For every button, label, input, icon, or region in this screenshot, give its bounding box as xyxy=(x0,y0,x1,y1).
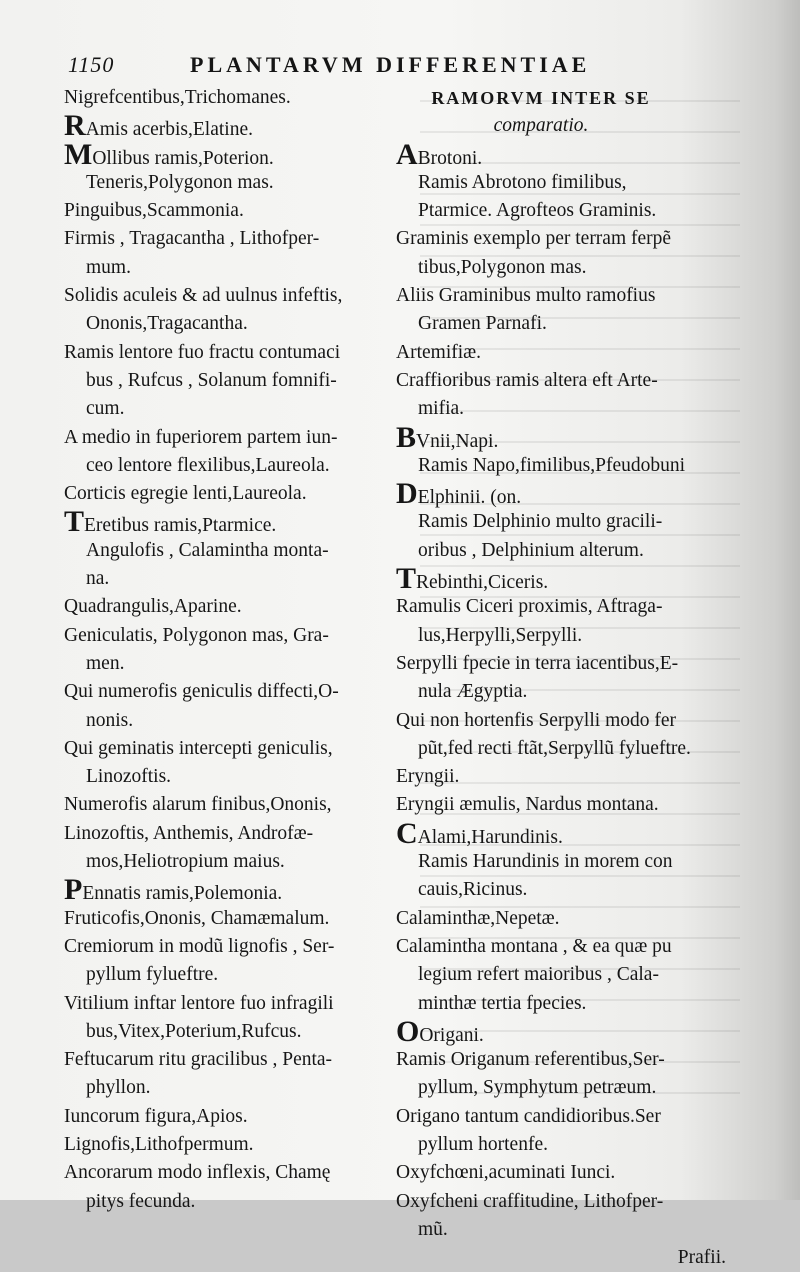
text-line xyxy=(396,562,726,596)
text-line xyxy=(64,593,394,621)
text-line xyxy=(64,1074,394,1102)
text-line xyxy=(396,707,726,735)
text-line xyxy=(396,477,726,511)
text-line xyxy=(64,197,394,225)
line-text: Calaminthæ,Nepetæ. xyxy=(396,907,560,929)
line-text: Craffioribus ramis altera eft Arte- xyxy=(396,369,658,391)
line-text: Linozoftis, Anthemis, Androfæ- xyxy=(64,822,314,844)
line-text: Nigrefcentibus,Trichomanes. xyxy=(64,87,291,108)
line-text: Ancorarum modo inflexis, Chamę xyxy=(64,1162,331,1184)
line-text: Solidis aculeis & ad uulnus infeftis, xyxy=(64,285,343,307)
line-text: men. xyxy=(86,652,125,674)
text-line xyxy=(396,1074,726,1102)
line-text: Ramis Abrotono fimilibus, xyxy=(418,171,627,193)
text-line xyxy=(396,816,726,850)
text-line xyxy=(64,282,394,310)
line-text: Firmis , Tragacantha , Lithofper- xyxy=(64,228,320,250)
right-column xyxy=(396,84,726,1272)
line-text: Artemifiæ. xyxy=(396,341,482,363)
text-line xyxy=(64,480,394,508)
line-text: mũ. xyxy=(418,1218,448,1240)
line-text: Calamintha montana , & ea quæ pu xyxy=(396,935,672,957)
text-line xyxy=(396,1046,726,1074)
drop-initial: P xyxy=(64,873,83,907)
line-text: Ramis Napo,fimilibus,Pfeudobuni xyxy=(418,454,686,476)
section-subheading: comparatio. xyxy=(493,115,589,137)
text-line xyxy=(64,678,394,706)
text-line xyxy=(64,109,394,143)
text-line xyxy=(396,1159,726,1187)
text-line xyxy=(64,933,394,961)
text-line xyxy=(64,763,394,791)
drop-initial: C xyxy=(396,816,418,850)
line-text: cauis,Ricinus. xyxy=(418,879,528,901)
text-line xyxy=(396,537,726,565)
text-line xyxy=(64,395,394,423)
line-text: Geniculatis, Polygonon mas, Gra- xyxy=(64,624,329,646)
line-text: mum. xyxy=(86,256,131,278)
line-text: cum. xyxy=(86,398,125,420)
line-text: Qui non hortenfis Serpylli modo fer xyxy=(396,709,676,731)
line-text: Vitilium inftar lentore fuo infragili xyxy=(64,992,334,1014)
text-line xyxy=(64,848,394,876)
text-line xyxy=(396,678,726,706)
text-line xyxy=(64,905,394,933)
text-line xyxy=(396,1014,726,1048)
line-text: Serpylli fpecie in terra iacentibus,E- xyxy=(396,652,679,674)
text-line xyxy=(64,990,394,1018)
text-line xyxy=(396,169,726,197)
line-text: Qui numerofis geniculis diffecti,O- xyxy=(64,681,339,703)
text-line xyxy=(396,395,726,423)
line-text: minthæ tertia fpecies. xyxy=(418,992,587,1014)
line-text: Origano tantum candidioribus.Ser xyxy=(396,1105,661,1127)
line-text: Oxyfchœni,acuminati Iunci. xyxy=(396,1162,616,1184)
right-column-lines xyxy=(396,137,726,1272)
line-text: phyllon. xyxy=(86,1077,151,1099)
text-line xyxy=(396,254,726,282)
line-text: Elphinii. (on. xyxy=(417,487,522,509)
line-text: Eretibus ramis,Ptarmice. xyxy=(84,515,277,537)
line-text: Gramen Parnafi. xyxy=(418,313,547,335)
text-line xyxy=(64,1046,394,1074)
text-line xyxy=(396,225,726,253)
text-line xyxy=(396,763,726,791)
text-line xyxy=(64,791,394,819)
text-line xyxy=(64,622,394,650)
text-line xyxy=(396,367,726,395)
text-line xyxy=(64,820,394,848)
text-line xyxy=(396,420,726,454)
text-line xyxy=(64,339,394,367)
line-text: Corticis egregie lenti,Laureola. xyxy=(64,483,307,505)
text-line xyxy=(396,961,726,989)
line-text: bus,Vitex,Poterium,Rufcus. xyxy=(86,1020,302,1042)
text-line xyxy=(64,565,394,593)
text-line xyxy=(64,650,394,678)
text-line xyxy=(396,1216,726,1244)
text-line xyxy=(64,254,394,282)
line-text: Ennatis ramis,Polemonia. xyxy=(82,883,283,905)
text-line xyxy=(64,707,394,735)
drop-initial: O xyxy=(396,1014,420,1048)
line-text: Quadrangulis,Aparine. xyxy=(64,596,242,618)
text-line xyxy=(396,650,726,678)
text-line xyxy=(64,1159,394,1187)
text-line xyxy=(396,876,726,904)
text-line xyxy=(396,282,726,310)
line-text: Rebinthi,Ciceris. xyxy=(416,572,549,594)
text-line xyxy=(396,1244,726,1272)
page-number: 1150 xyxy=(68,52,115,77)
line-text: pitys fecunda. xyxy=(86,1190,196,1212)
line-text: Ramis Delphinio multo gracili- xyxy=(418,511,663,533)
text-line xyxy=(64,537,394,565)
line-text: pyllum hortenfe. xyxy=(418,1133,548,1155)
text-line xyxy=(396,735,726,763)
line-text: legium refert maioribus , Cala- xyxy=(418,964,659,986)
line-text: A medio in fuperiorem partem iun- xyxy=(64,426,338,448)
text-line xyxy=(396,1188,726,1216)
line-text: oribus , Delphinium alterum. xyxy=(418,539,644,561)
text-line xyxy=(396,933,726,961)
text-line xyxy=(64,1103,394,1131)
text-line xyxy=(64,424,394,452)
line-text: Cremiorum in modũ lignofis , Ser- xyxy=(64,935,335,957)
line-text: Aliis Graminibus multo ramofius xyxy=(396,285,656,307)
text-line xyxy=(396,197,726,225)
section-heading: RAMORVM INTER SE xyxy=(431,88,651,108)
text-line xyxy=(64,225,394,253)
line-text: Angulofis , Calamintha monta- xyxy=(86,539,329,561)
text-line xyxy=(64,310,394,338)
drop-initial: M xyxy=(64,137,93,171)
line-text: Alami,Harundinis. xyxy=(417,826,563,848)
text-line xyxy=(396,137,726,171)
line-text: bus , Rufcus , Solanum fomnifi- xyxy=(86,369,337,391)
text-line xyxy=(396,622,726,650)
line-text: na. xyxy=(86,568,110,590)
text-line xyxy=(396,848,726,876)
text-line xyxy=(64,452,394,480)
text-line xyxy=(396,593,726,621)
text-line xyxy=(396,452,726,480)
line-text: Linozoftis. xyxy=(86,766,172,788)
line-text: Qui geminatis intercepti geniculis, xyxy=(64,737,333,759)
line-text: Brotoni. xyxy=(417,147,483,169)
text-line xyxy=(396,905,726,933)
line-text: Pinguibus,Scammonia. xyxy=(64,200,244,222)
left-column xyxy=(64,84,394,1216)
line-text: Ramis lentore fuo fractu contumaci xyxy=(64,341,341,363)
text-line xyxy=(64,1018,394,1046)
text-line xyxy=(64,169,394,197)
line-text: Ollibus ramis,Poterion. xyxy=(92,147,274,169)
line-text: Fruticofis,Ononis, Chamæmalum. xyxy=(64,907,330,929)
text-line xyxy=(64,1188,394,1216)
line-text: Ramulis Ciceri proximis, Aftraga- xyxy=(396,596,663,618)
text-line xyxy=(64,873,394,907)
text-line xyxy=(64,1131,394,1159)
text-line xyxy=(64,84,394,112)
line-text: Iuncorum figura,Apios. xyxy=(64,1105,248,1127)
line-text: ceo lentore flexilibus,Laureola. xyxy=(86,454,330,476)
text-line xyxy=(64,367,394,395)
line-text: pyllum, Symphytum petræum. xyxy=(418,1077,657,1099)
line-text: pyllum fylueftre. xyxy=(86,964,219,986)
drop-initial: R xyxy=(64,109,86,143)
page-header xyxy=(68,48,728,84)
line-text: mos,Heliotropium maius. xyxy=(86,851,285,873)
line-text: pũt,fed recti ftãt,Serpyllũ fylueftre. xyxy=(418,737,691,759)
text-line xyxy=(64,137,394,171)
drop-initial: D xyxy=(396,477,418,511)
line-text: Teneris,Polygonon mas. xyxy=(86,171,274,193)
text-line xyxy=(396,508,726,536)
line-text: Eryngii æmulis, Nardus montana. xyxy=(396,794,659,816)
line-text: Origani. xyxy=(419,1024,484,1046)
line-text: Amis acerbis,Elatine. xyxy=(85,119,253,141)
line-text: Ramis Origanum referentibus,Ser- xyxy=(396,1049,665,1071)
text-line xyxy=(64,735,394,763)
text-line xyxy=(396,990,726,1018)
line-text: nonis. xyxy=(86,709,134,731)
line-text: Eryngii. xyxy=(396,766,460,788)
line-text: mifia. xyxy=(418,398,465,420)
text-line xyxy=(64,961,394,989)
line-text: Vnii,Napi. xyxy=(416,430,499,452)
drop-initial: B xyxy=(396,420,417,454)
line-text: Graminis exemplo per terram ferpẽ xyxy=(396,228,672,250)
line-text: nula Ægyptia. xyxy=(418,681,528,703)
text-line xyxy=(396,339,726,367)
drop-initial: T xyxy=(64,505,85,539)
text-line xyxy=(396,1103,726,1131)
line-text: Ptarmice. Agrofteos Graminis. xyxy=(418,200,657,222)
text-line xyxy=(396,310,726,338)
line-text: Ononis,Tragacantha. xyxy=(86,313,248,335)
line-text: Lignofis,Lithofpermum. xyxy=(64,1133,254,1155)
text-line xyxy=(396,791,726,819)
running-head: PLANTARVM DIFFERENTIAE xyxy=(190,52,591,77)
line-text: Prafii. xyxy=(677,1247,726,1269)
drop-initial: T xyxy=(396,562,417,596)
line-text: lus,Herpylli,Serpylli. xyxy=(418,624,583,646)
line-text: Ramis Harundinis in morem con xyxy=(418,851,673,873)
text-line xyxy=(64,505,394,539)
line-text: Numerofis alarum finibus,Ononis, xyxy=(64,794,332,816)
line-text: Feftucarum ritu gracilibus , Penta- xyxy=(64,1049,333,1071)
text-line xyxy=(396,1131,726,1159)
line-text: Oxyfcheni craffitudine, Lithofper- xyxy=(396,1190,664,1212)
line-text: tibus,Polygonon mas. xyxy=(418,256,587,278)
drop-initial: A xyxy=(396,137,418,171)
